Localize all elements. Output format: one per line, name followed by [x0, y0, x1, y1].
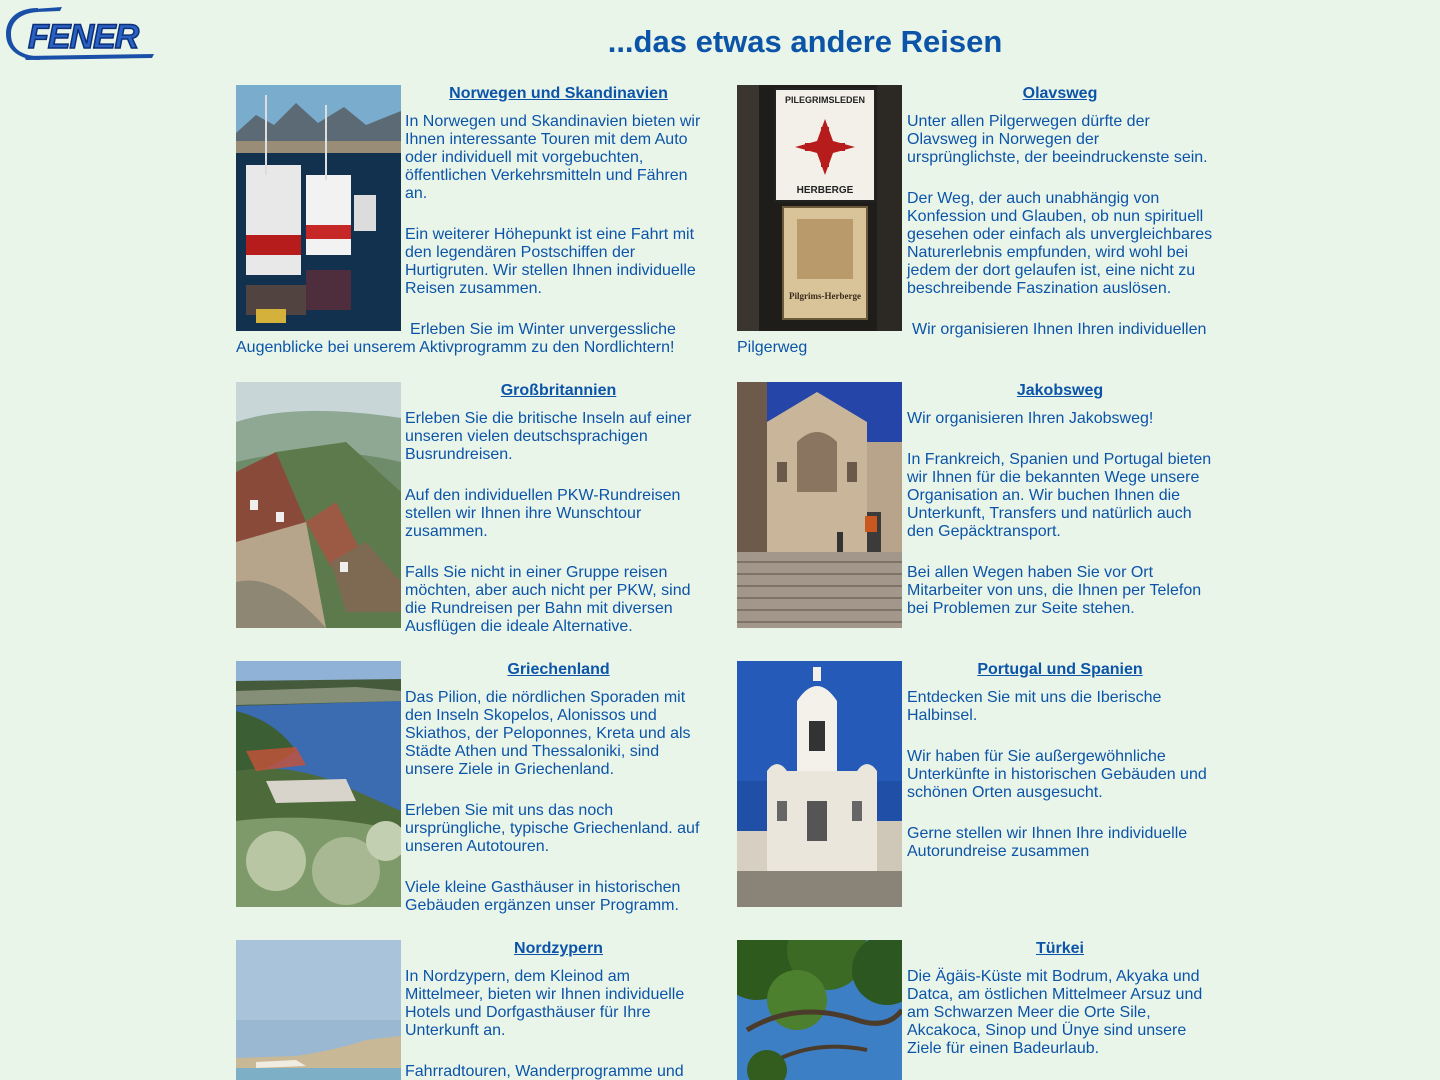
portugal-text-1: Entdecken Sie mit uns die Iberische Halbinsel.: [907, 689, 1162, 724]
section-norwegen: [236, 85, 712, 357]
section-olavsweg: [737, 85, 1213, 357]
section-portugal: [737, 661, 1213, 907]
norwegen-text-1: In Norwegen und Skandinavien bieten wir Ihnen interessante Touren mit dem Auto oder individuell mit vorgebuchten, öffentlichen Verkehrsmitteln und Fähren an.: [405, 113, 701, 202]
section-jakobsweg: [737, 382, 1213, 628]
title-grossbritannien[interactable]: Großbritannien: [500, 382, 617, 399]
title-griechenland[interactable]: Griechenland: [507, 661, 610, 678]
logo-text: FENER: [28, 18, 139, 56]
jakobsweg-text-1: Wir organisieren Ihren Jakobsweg!: [907, 410, 1154, 427]
portugal-text-3: Gerne stellen wir Ihnen Ihre individuelle Autorundreise zusammen: [907, 825, 1188, 860]
grossbritannien-text-2: Auf den individuellen PKW-Rundreisen stellen wir Ihnen ihre Wunschtour zusammen.: [405, 487, 681, 540]
section-nordzypern: [236, 940, 712, 1080]
griechenland-text-3: Viele kleine Gasthäuser in historischen Gebäuden ergänzen unser Programm.: [405, 879, 681, 914]
turkey-pine-photo[interactable]: [737, 940, 902, 1080]
section-grossbritannien: [236, 382, 712, 636]
pilgrim-sign-photo[interactable]: [737, 85, 902, 331]
title-portugal[interactable]: Portugal und Spanien: [977, 661, 1143, 678]
greece-coast-photo[interactable]: [236, 661, 401, 907]
title-nordzypern[interactable]: Nordzypern: [514, 940, 603, 957]
tuerkei-text-1: Die Ägäis-Küste mit Bodrum, Akyaka und Datca, am östlichen Mittelmeer Arsuz und am Schwarzen Meer die Orte Sile, Akcakoca, Sinop und Ünye sind unsere Ziele für einen Badeurlaub.: [907, 968, 1203, 1057]
olavsweg-text-1: Unter allen Pilgerwegen dürfte der Olavsweg in Norwegen der ursprünglichste, der beeindruckenste sein.: [907, 113, 1208, 166]
fener-logo[interactable]: [4, 4, 170, 62]
norwegen-text-2: Ein weiterer Höhepunkt ist eine Fahrt mit den legendären Postschiffen der Hurtigruten. Wir stellen Ihnen individuelle Reisen zusammen.: [405, 226, 696, 297]
title-tuerkei[interactable]: Türkei: [1035, 940, 1084, 957]
griechenland-text-2: Erleben Sie mit uns das noch ursprüngliche, typische Griechenland. auf unseren Autotouren.: [405, 802, 700, 855]
griechenland-text-1: Das Pilion, die nördlichen Sporaden mit den Inseln Skopelos, Alonissos und Skiathos, der Peloponnes, Kreta und als Städte Athen und Thessaloniki, sind unsere Ziele in Griechenland.: [405, 689, 691, 778]
olavsweg-text-3: Wir organisieren Ihnen Ihren individuellen Pilgerweg: [737, 321, 1207, 356]
britain-village-photo[interactable]: [236, 382, 401, 628]
nordzypern-text-2: Fahrradtouren, Wanderprogramme und: [405, 1063, 684, 1080]
jakobsweg-text-3: Bei allen Wegen haben Sie vor Ort Mitarbeiter von uns, die Ihnen per Telefon bei Problemen zur Seite stehen.: [907, 564, 1202, 617]
sign-herberge-text: HERBERGE: [796, 185, 854, 196]
norway-harbor-photo[interactable]: [236, 85, 401, 331]
title-norwegen[interactable]: Norwegen und Skandinavien: [449, 85, 668, 102]
norwegen-text-3: Erleben Sie im Winter unvergessliche Augenblicke bei unserem Aktivprogramm zu den Nordlichtern!: [236, 321, 676, 356]
section-tuerkei: [737, 940, 1213, 1080]
title-jakobsweg[interactable]: Jakobsweg: [1016, 382, 1104, 399]
section-griechenland: [236, 661, 712, 915]
olavsweg-text-2: Der Weg, der auch unabhängig von Konfession und Glauben, ob nun spirituell gesehen oder einfach als unvergleichbares Naturerlebnis empfunden, wird wohl bei jedem der dort gelaufen ist, eine nicht zu beschreibende Faszination auslösen.: [907, 190, 1213, 297]
cyprus-coast-photo[interactable]: [236, 940, 401, 1080]
sign-bottom-text: Pilgrims-Herberge: [789, 291, 861, 301]
jakobsweg-text-2: In Frankreich, Spanien und Portugal bieten wir Ihnen für die bekannten Wege unsere Organisation an. Wir buchen Ihnen die Unterkunft, Transfers und natürlich auch den Gepäcktransport.: [907, 451, 1212, 540]
grossbritannien-text-3: Falls Sie nicht in einer Gruppe reisen möchten, aber auch nicht per PKW, sind die Rundreisen per Bahn mit diversen Ausflügen die ideale Alternative.: [405, 564, 691, 635]
portugal-church-photo[interactable]: [737, 661, 902, 907]
jakobsweg-church-photo[interactable]: [737, 382, 902, 628]
nordzypern-text-1: In Nordzypern, dem Kleinod am Mittelmeer, bieten wir Ihnen individuelle Hotels und Dorfgasthäuser für Ihre Unterkunft an.: [405, 968, 685, 1039]
grossbritannien-text-1: Erleben Sie die britische Inseln auf einer unseren vielen deutschsprachigen Busrundreisen.: [405, 410, 692, 463]
portugal-text-2: Wir haben für Sie außergewöhnliche Unterkünfte in historischen Gebäuden und schönen Orten ausgesucht.: [907, 748, 1207, 801]
page-headline: ...das etwas andere Reisen: [607, 24, 1003, 59]
sign-top-text: PILEGRIMSLEDEN: [784, 95, 866, 105]
title-olavsweg[interactable]: Olavsweg: [1022, 85, 1098, 102]
